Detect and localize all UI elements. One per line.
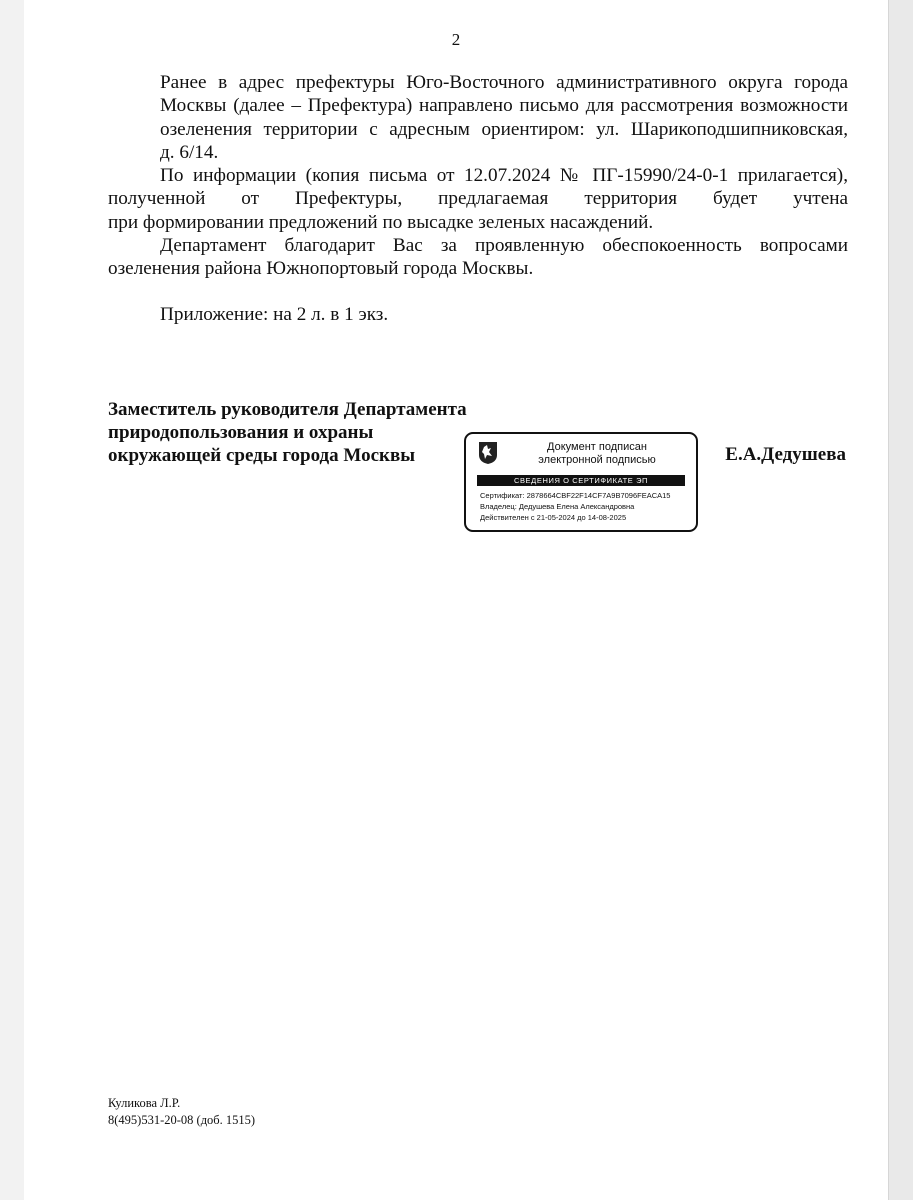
- viewer-left-margin: [0, 0, 24, 1200]
- signer-title-line: природопользования и охраны: [108, 422, 374, 443]
- executor-phone: 8(495)531-20-08 (доб. 1515): [108, 1113, 256, 1127]
- signer-title: [108, 398, 467, 467]
- executor-name: Куликова Л.Р.: [108, 1096, 181, 1110]
- certificate-info-bar: СВЕДЕНИЯ О СЕРТИФИКАТЕ ЭП: [477, 475, 685, 486]
- paragraph-prefecture-request: [108, 71, 848, 164]
- viewer-scrollbar-area[interactable]: [888, 0, 913, 1200]
- signer-title-line: окружающей среды города Москвы: [108, 445, 416, 466]
- text-line: при формировании предложений по высадке зеленых насаждений.: [108, 211, 654, 233]
- text-line: По информации (копия письма от 12.07.2024 № ПГ-15990/24-0-1 прилагается),: [160, 165, 848, 187]
- stamp-title-line: Документ подписан: [547, 441, 647, 453]
- text-line: Департамент благодарит Вас за проявленную обеспокоенность вопросами: [160, 235, 848, 257]
- text-line: полученной от Префектуры, предлагаемая территория будет учтена: [108, 188, 848, 210]
- paragraph-gratitude: [108, 234, 848, 281]
- letter-body: [108, 71, 848, 281]
- text-line: озеленения территории с адресным ориентиром: ул. Шарикоподшипниковская,: [160, 118, 848, 140]
- signer-title-line: Заместитель руководителя Департамента: [108, 399, 467, 420]
- certificate-number: Сертификат: 2878664CBF22F14CF7A9B7096FEACA15: [480, 491, 671, 500]
- electronic-signature-stamp: [464, 432, 698, 532]
- text-line: озеленения района Южнопортовый города Москвы.: [108, 258, 534, 280]
- text-line: д. 6/14.: [160, 141, 219, 163]
- text-line: Москвы (далее – Префектура) направлено письмо для рассмотрения возможности: [160, 95, 848, 117]
- signer-name: Е.А.Дедушева: [725, 444, 846, 465]
- paragraph-information: [108, 164, 848, 234]
- executor-info: [108, 1095, 255, 1129]
- page-number: 2: [451, 30, 461, 49]
- stamp-title-line: электронной подписью: [538, 454, 656, 466]
- moscow-coat-of-arms-icon: [478, 441, 498, 470]
- certificate-validity: Действителен с 21-05-2024 до 14-08-2025: [480, 513, 627, 522]
- document-page: [24, 0, 888, 1200]
- stamp-title: [506, 441, 688, 467]
- attachment-note: Приложение: на 2 л. в 1 экз.: [160, 304, 389, 325]
- text-line: Ранее в адрес префектуры Юго-Восточного административного округа города: [160, 72, 848, 93]
- certificate-owner: Владелец: Дедушева Елена Александровна: [480, 502, 635, 511]
